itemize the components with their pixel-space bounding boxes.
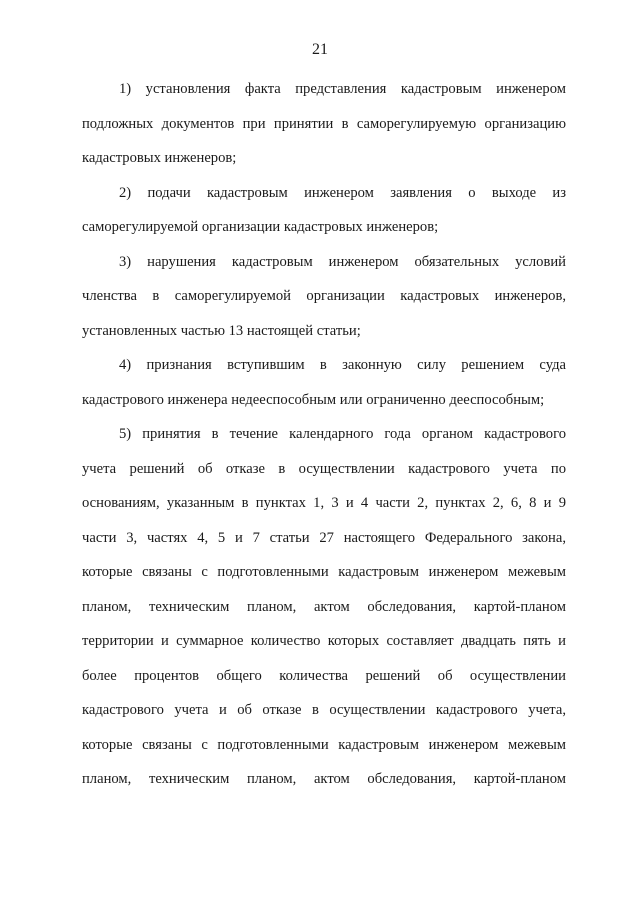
text-line: более процентов общего количества решений об осуществлении <box>82 667 566 684</box>
text-line: которые связаны с подготовленными кадастровым инженером межевым <box>82 736 566 753</box>
text-line: подложных документов при принятии в саморегулируемую организацию <box>82 115 566 132</box>
paragraph-item-5 <box>82 422 566 802</box>
page-number: 21 <box>312 41 328 58</box>
text-line: 4) признания вступившим в законную силу решением суда <box>119 357 566 373</box>
text-line: учета решений об отказе в осуществлении кадастрового учета по <box>82 460 566 477</box>
text-line: 3) нарушения кадастровым инженером обязательных условий <box>119 253 566 270</box>
text-line: планом, техническим планом, актом обследования, картой-планом <box>82 598 566 615</box>
text-line: 2) подачи кадастровым инженером заявления о выходе из <box>119 184 566 201</box>
text-line: саморегулируемой организации кадастровых инженеров; <box>82 219 439 235</box>
text-line: части 3, частях 4, 5 и 7 статьи 27 настоящего Федерального закона, <box>82 529 566 546</box>
paragraph-item-1 <box>82 77 566 181</box>
text-line: членства в саморегулируемой организации кадастровых инженеров, <box>82 288 566 304</box>
text-line: установленных частью 13 настоящей статьи; <box>82 322 361 339</box>
text-line: территории и суммарное количество которых составляет двадцать пять и <box>82 633 566 649</box>
text-line: которые связаны с подготовленными кадастровым инженером межевым <box>82 564 566 580</box>
text-line: кадастрового инженера недееспособным или ограниченно дееспособным; <box>82 391 545 408</box>
text-line: 1) установления факта представления кадастровым инженером <box>119 81 566 97</box>
text-line: 5) принятия в течение календарного года органом кадастрового <box>119 426 566 442</box>
text-line: кадастровых инженеров; <box>82 150 237 166</box>
text-line: планом, техническим планом, актом обследования, картой-планом <box>82 771 566 787</box>
paragraph-item-3 <box>82 250 566 354</box>
document-body <box>82 77 566 802</box>
paragraph-item-4 <box>82 353 566 422</box>
text-line: кадастрового учета и об отказе в осуществлении кадастрового учета, <box>82 702 566 718</box>
text-line: основаниям, указанным в пунктах 1, 3 и 4 части 2, пунктах 2, 6, 8 и 9 <box>82 495 566 511</box>
paragraph-item-2 <box>82 181 566 250</box>
